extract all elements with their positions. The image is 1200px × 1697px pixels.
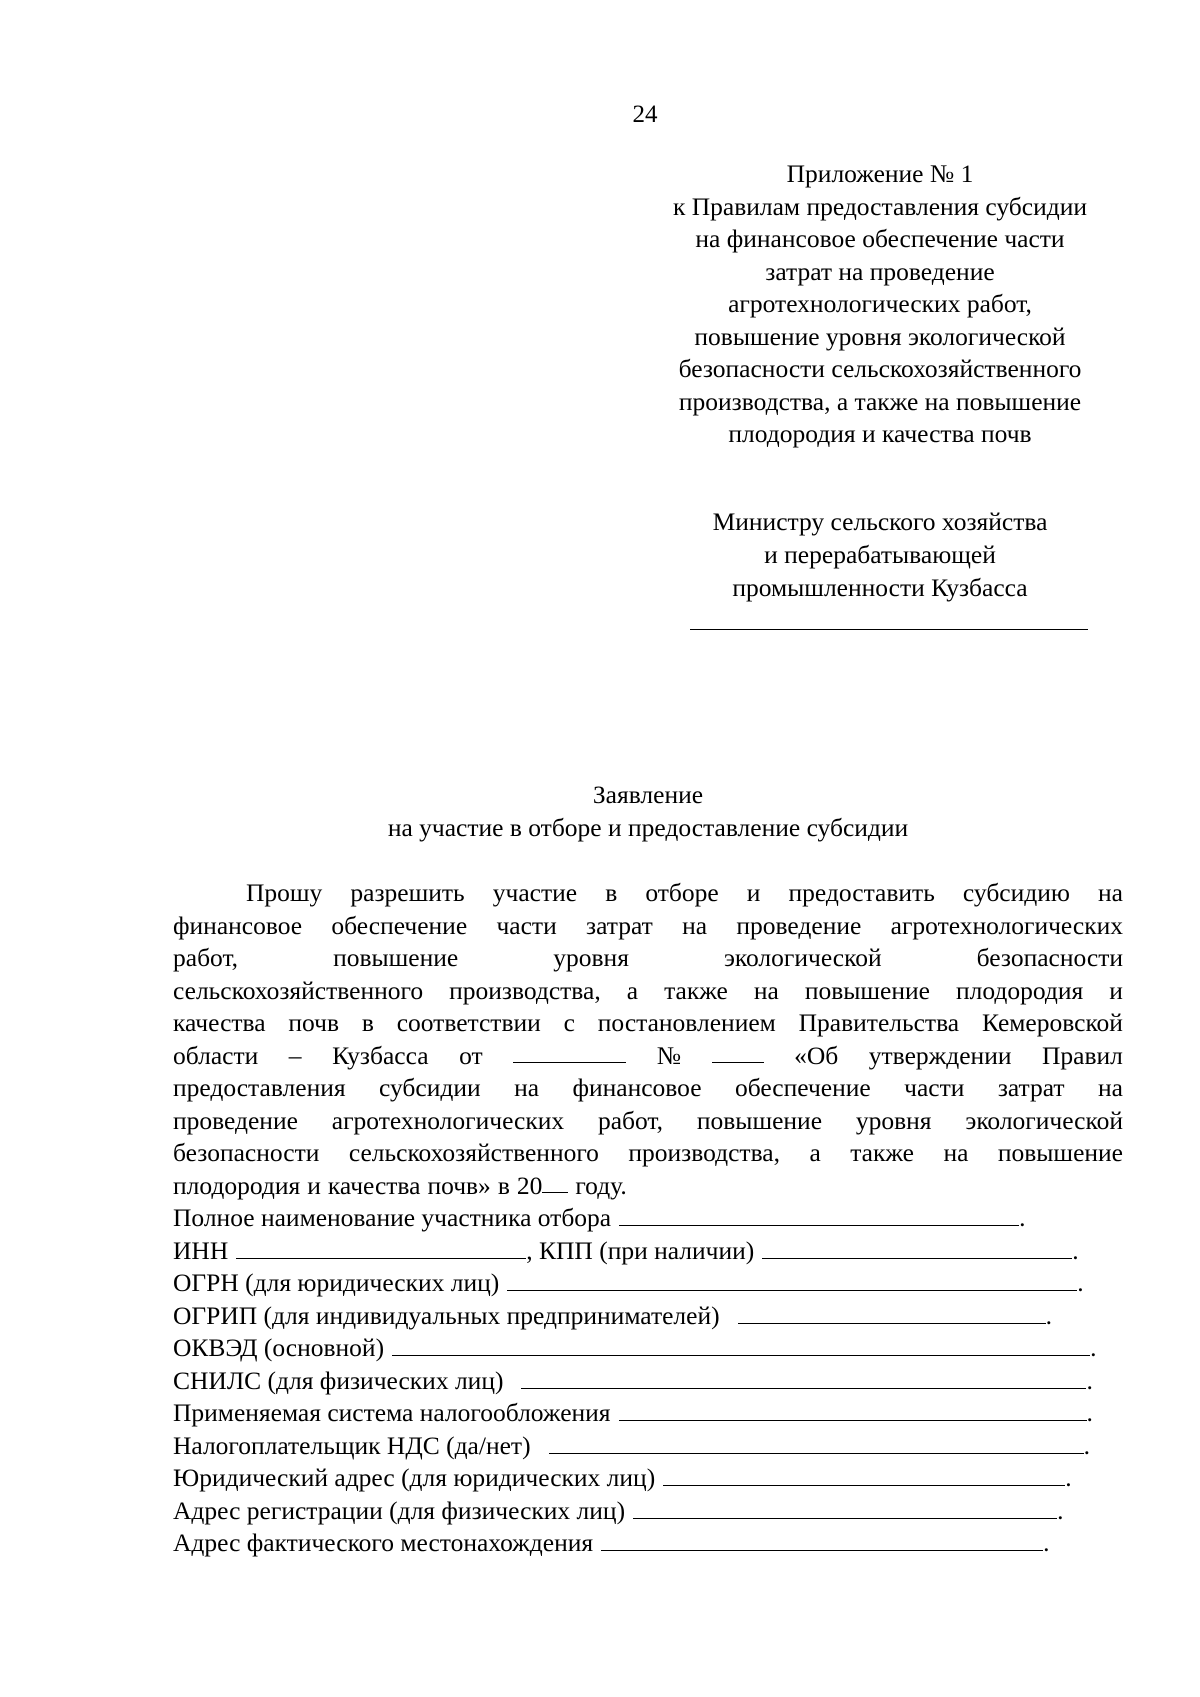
word: на [1098, 1073, 1123, 1102]
word: части [496, 910, 557, 940]
word: Кемеровской [981, 1008, 1123, 1037]
ogrip-input[interactable] [738, 1301, 1046, 1324]
field-snils [173, 1365, 1123, 1398]
addressee-line: промышленности Кузбасса [732, 573, 1028, 602]
field-end: . [1086, 1398, 1093, 1427]
resolution-number-blank[interactable] [712, 1040, 764, 1063]
word: Правительства [798, 1008, 960, 1037]
word: на [682, 910, 708, 940]
word: Прошу [246, 878, 323, 907]
word: субсидии [379, 1073, 481, 1102]
word: отборе [645, 878, 719, 907]
word: производства, [449, 975, 601, 1005]
field-end: . [1086, 1365, 1093, 1395]
vat-input[interactable] [549, 1431, 1084, 1454]
word: повышение [997, 1138, 1123, 1167]
field-label: Полное наименование участника отбора [173, 1203, 612, 1232]
word: соответствии [396, 1008, 541, 1037]
field-ogrip [173, 1300, 1123, 1333]
field-end: . [1072, 1235, 1079, 1265]
page-number: 24 [632, 101, 658, 128]
inn-input[interactable] [236, 1236, 526, 1259]
word: на [753, 975, 779, 1005]
appendix-line: Приложение № 1 [786, 159, 974, 188]
word: утверждении [868, 1040, 1012, 1070]
paragraph-line [173, 975, 1123, 1008]
field-label: ОГРН (для юридических лиц) [173, 1268, 500, 1297]
word: в [605, 878, 618, 907]
addressee-name-blank[interactable] [690, 629, 1088, 630]
field-label: ОГРИП (для индивидуальных предпринимателей) [173, 1300, 720, 1330]
word: качества [173, 1008, 266, 1037]
word: части [904, 1073, 965, 1102]
field-vat [173, 1430, 1123, 1463]
field-okved [173, 1332, 1123, 1365]
field-label: Налогоплательщик НДС (да/нет) [173, 1430, 531, 1460]
field-inn-kpp [173, 1235, 1123, 1268]
word: также [850, 1138, 914, 1167]
word: работ, [173, 943, 239, 972]
field-label: Адрес фактического местонахождения [173, 1528, 594, 1557]
field-end: . [1090, 1333, 1097, 1362]
year-blank[interactable] [542, 1170, 568, 1193]
actual-address-input[interactable] [601, 1528, 1043, 1551]
field-label: ОКВЭД (основной) [173, 1333, 385, 1362]
word: повышение [333, 943, 459, 972]
appendix-line: производства, а также на повышение [678, 386, 1082, 416]
field-registration-address [173, 1495, 1123, 1528]
word: экологической [965, 1105, 1123, 1135]
field-end: . [1057, 1495, 1064, 1525]
appendix-line: к Правилам предоставления субсидии [672, 191, 1088, 221]
application-body [173, 877, 1123, 1560]
tax-system-input[interactable] [619, 1398, 1087, 1421]
word: финансовое [173, 910, 303, 940]
field-end: . [1083, 1430, 1090, 1460]
field-label: Адрес регистрации (для физических лиц) [173, 1495, 626, 1525]
word: постановлением [597, 1008, 776, 1037]
field-full-name [173, 1202, 1123, 1235]
word: Правил [1042, 1040, 1123, 1070]
word: производства, [628, 1138, 780, 1167]
word: повышение [804, 975, 930, 1005]
word: от [459, 1040, 483, 1070]
paragraph-line [173, 877, 1123, 910]
word: проведение [173, 1105, 298, 1135]
field-label: Юридический адрес (для юридических лиц) [173, 1463, 656, 1492]
title-line-1: Заявление [592, 780, 704, 809]
word: затрат [586, 910, 653, 940]
word: участие [492, 878, 578, 907]
word: повышение [696, 1105, 823, 1135]
word: безопасности [976, 943, 1123, 972]
word: на [514, 1073, 540, 1102]
okved-input[interactable] [392, 1333, 1090, 1356]
paragraph-line [173, 1170, 1123, 1203]
word: в [361, 1008, 374, 1037]
appendix-line: на финансовое обеспечение части [695, 224, 1065, 253]
field-tax-system [173, 1397, 1123, 1430]
field-label: СНИЛС (для физических лиц) [173, 1365, 504, 1395]
snils-input[interactable] [521, 1366, 1086, 1389]
word: обеспечение [734, 1073, 871, 1102]
paragraph-line [173, 1105, 1123, 1138]
word: почв [288, 1008, 339, 1037]
field-end: . [1043, 1528, 1050, 1557]
word: обеспечение [331, 910, 468, 940]
word: с [563, 1008, 575, 1037]
word: проведение [736, 910, 862, 940]
ogrn-input[interactable] [507, 1268, 1077, 1291]
word: уровня [855, 1105, 932, 1135]
word: также [664, 975, 728, 1005]
appendix-line: безопасности сельскохозяйственного [678, 354, 1082, 383]
appendix-header [650, 158, 1110, 451]
word: уровня [553, 943, 629, 972]
addressee-line: Министру сельского хозяйства [712, 507, 1048, 536]
word: агротехнологических [331, 1105, 565, 1135]
field-end: . [1045, 1300, 1052, 1330]
paragraph-line [173, 942, 1123, 975]
paragraph-line [173, 1007, 1123, 1040]
legal-address-input[interactable] [663, 1463, 1065, 1486]
field-legal-address [173, 1462, 1123, 1495]
paragraph-line [173, 1137, 1123, 1170]
word: Кузбасса [332, 1040, 429, 1070]
word: а [626, 975, 639, 1005]
word: – [288, 1040, 302, 1070]
word: году. [575, 1170, 627, 1200]
word: и [307, 1170, 321, 1200]
word: сельскохозяйственного [173, 975, 424, 1005]
word: а [809, 1138, 821, 1167]
word: предоставить [788, 878, 935, 907]
word: «Об [794, 1040, 839, 1070]
word: экологической [723, 943, 882, 972]
appendix-line: плодородия и качества почв [728, 419, 1032, 448]
field-end: . [1077, 1268, 1084, 1297]
paragraph-line [173, 1072, 1123, 1105]
word: разрешить [350, 878, 465, 907]
full-name-input[interactable] [619, 1203, 1019, 1226]
word: предоставления [173, 1073, 346, 1102]
word: затрат [997, 1073, 1065, 1102]
word: безопасности [173, 1138, 320, 1167]
appendix-line: повышение уровня экологической [694, 321, 1066, 351]
document-title [173, 778, 1123, 844]
word: плодородия [173, 1170, 301, 1200]
title-line-2: на участие в отборе и предоставление субсидии [387, 813, 909, 842]
word: и [1109, 975, 1123, 1005]
field-actual-address [173, 1527, 1123, 1560]
word: и [746, 878, 761, 907]
word: 20 [516, 1170, 543, 1200]
word: на [1098, 878, 1123, 907]
word: работ, [597, 1105, 664, 1135]
word: качества [327, 1170, 421, 1200]
word: субсидию [962, 878, 1070, 907]
registration-address-input[interactable] [633, 1496, 1057, 1519]
word: сельскохозяйственного [348, 1138, 599, 1167]
word: агротехнологических [890, 910, 1123, 940]
appendix-line: затрат на проведение [765, 256, 995, 286]
word: почв» [427, 1170, 491, 1200]
kpp-input[interactable] [762, 1236, 1072, 1259]
addressee-block [650, 505, 1110, 604]
word: финансовое [572, 1073, 702, 1102]
word: на [943, 1138, 969, 1167]
paragraph-line [173, 1040, 1123, 1073]
resolution-date-blank[interactable] [513, 1040, 626, 1063]
appendix-line: агротехнологических работ, [728, 289, 1032, 318]
word: в [497, 1170, 510, 1200]
word: № [656, 1040, 682, 1070]
field-label: Применяемая система налогообложения [173, 1398, 611, 1427]
word: области [173, 1040, 259, 1070]
paragraph-line [173, 910, 1123, 943]
field-ogrn [173, 1267, 1123, 1300]
field-end: . [1065, 1463, 1072, 1492]
field-end: . [1019, 1203, 1026, 1232]
word: плодородия [956, 975, 1084, 1005]
field-label: , КПП (при наличии) [526, 1235, 755, 1265]
addressee-line: и перерабатывающей [764, 540, 996, 569]
field-label: ИНН [173, 1235, 229, 1265]
